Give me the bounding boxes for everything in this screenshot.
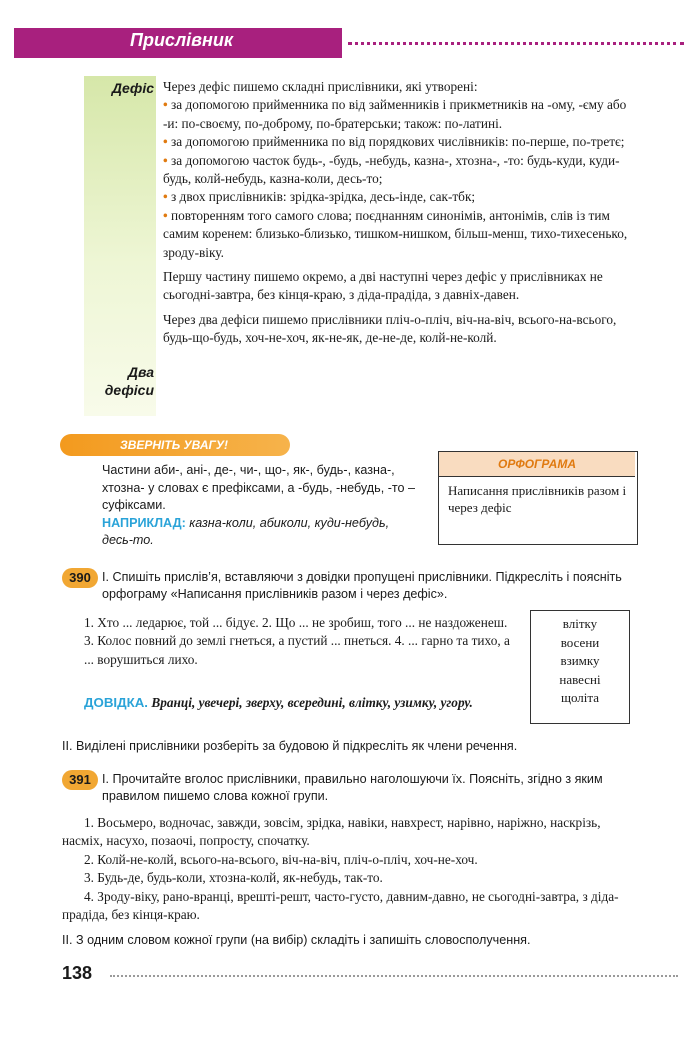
exercise-390-text: 1. Хто ... ледарює, той ... бідує. 2. Що ... не зробиш, того ... не наздоженеш. 3. Колос повний до землі гнеться, а пустий ... пнеться. 4. ... гарно та тихо, а ... ворушиться лихо. xyxy=(84,615,510,667)
chapter-title: Прислівник xyxy=(130,30,234,50)
orthogram-title: ОРФОГРАМА xyxy=(439,452,635,477)
two-hyphens-label-2: дефіси xyxy=(104,382,154,398)
hyphen-item-1: • за допомогою прийменника по від займенників і прикметників на -ому, -єму або -и: по-своєму, по-доброму, по-братерськи; також: по-латині. xyxy=(163,97,627,131)
exercise-391-line-3: 3. Будь-де, будь-коли, хтозна-колй, як-небудь, так-то. xyxy=(84,870,383,886)
page-number: 138 xyxy=(62,963,93,983)
word-item: щоліта xyxy=(560,690,600,706)
exercise-391-task: І. Прочитайте вголос прислівники, правильно наголошуючи їх. Поясніть, згідно з яким правилом пишемо слова кожної групи. xyxy=(102,772,603,803)
bullet-icon: • xyxy=(163,189,171,205)
bullet-icon: • xyxy=(163,97,171,113)
attention-example xyxy=(102,515,420,550)
two-hyphens-text: Через два дефіси пишемо прислівники пліч-о-пліч, віч-на-віч, всього-на-всього, будь-що-будь, хоч-не-хоч, як-не-як, де-не-де, колй-не-колй. xyxy=(163,311,617,346)
word-item: восени xyxy=(560,634,600,650)
exercise-390-hint xyxy=(84,694,520,712)
hint-text: Вранці, увечері, зверху, всередині, влітку, узимку, угору. xyxy=(151,695,473,710)
exercise-391-lines xyxy=(62,814,642,924)
word-box xyxy=(530,610,630,724)
exercise-391-line-2: 2. Колй-не-колй, всього-на-всього, віч-на-віч, пліч-о-пліч, хоч-не-хоч. xyxy=(84,851,478,867)
exercise-390-task: І. Спишіть прислів’я, вставляючи з довідки пропущені прислівники. Підкресліть і поясніть орфограму «Написання прислівників разом і через дефіс». xyxy=(102,570,622,601)
exercise-number-390: 390 xyxy=(62,568,98,588)
exercise-390-task2: ІІ. Виділені прислівники розберіть за будовою й підкресліть як члени речення. xyxy=(62,739,518,753)
exercise-391-task2: ІІ. З одним словом кожної групи (на вибір) складіть і запишіть словосполучення. xyxy=(62,933,531,947)
bullet-icon: • xyxy=(163,134,171,150)
exercise-391-line-4: 4. Зроду-віку, рано-вранці, врешті-решт, часто-густо, давним-давно, не сьогодні-завтра, з діда-прадіда, без кінця-краю. xyxy=(62,888,619,923)
attention-banner: ЗВЕРНІТЬ УВАГУ! xyxy=(60,434,290,456)
attention-text: Частини аби-, ані-, де-, чи-, що-, як-, будь-, казна-, хтозна- у словах є префіксами, а -будь, -небудь, -то – суфіксами. xyxy=(102,463,416,513)
hyphen-item-3: • за допомогою часток будь-, -будь, -небудь, казна-, хтозна-, -то: будь-куди, куди-будь, колй-небудь, казна-коли, десь-то; xyxy=(163,152,620,187)
two-hyphens-label-1: Два xyxy=(127,364,154,380)
hyphen-rule xyxy=(163,78,643,348)
orthogram-text: Написання прислівників разом і через дефіс xyxy=(448,483,627,515)
hyphen-label: Дефіс xyxy=(111,80,154,96)
bullet-icon: • xyxy=(163,207,171,223)
exercise-391-line-1: 1. Восьмеро, водночас, завжди, зовсім, зрідка, навіки, навхрест, нарівно, наріжно, наскрізь, насміх, насухо, позаочі, попросту, спочатку. xyxy=(62,815,601,849)
word-item: влітку xyxy=(562,616,598,631)
hyphen-item-5: • повторенням того самого слова; поєднанням синонімів, антонімів, слів із тим самим коренем: близько-близько, тишком-нишком, більш-менш, тихо-тихесенько, зроду-віку. xyxy=(163,207,628,260)
header-dotted-line xyxy=(348,42,684,45)
example-label: НАПРИКЛАД: xyxy=(102,515,186,530)
footer-dotted-line xyxy=(110,975,678,977)
word-item: взимку xyxy=(560,653,600,669)
attention-body xyxy=(102,462,420,550)
hint-label: ДОВІДКА. xyxy=(84,695,148,710)
bullet-icon: • xyxy=(163,152,171,168)
hyphen-item-4: • з двох прислівників: зрідка-зрідка, десь-інде, сак-тбк; xyxy=(163,189,476,205)
hyphen-intro: Через дефіс пишемо складні прислівники, які утворені: xyxy=(163,79,478,94)
hyphen-note: Першу частину пишемо окремо, а дві наступні через дефіс у прислівниках не сьогодні-завтра, без кінця-краю, з діда-прадіда, з давніх-давен. xyxy=(163,269,603,303)
word-item: навесні xyxy=(559,671,601,687)
hyphen-item-2: • за допомогою прийменника по від порядкових числівників: по-перше, по-третє; xyxy=(163,134,625,150)
example-text: казна-коли, абиколи, куди-небудь, десь-то. xyxy=(102,515,390,548)
exercise-number-391: 391 xyxy=(62,770,98,790)
